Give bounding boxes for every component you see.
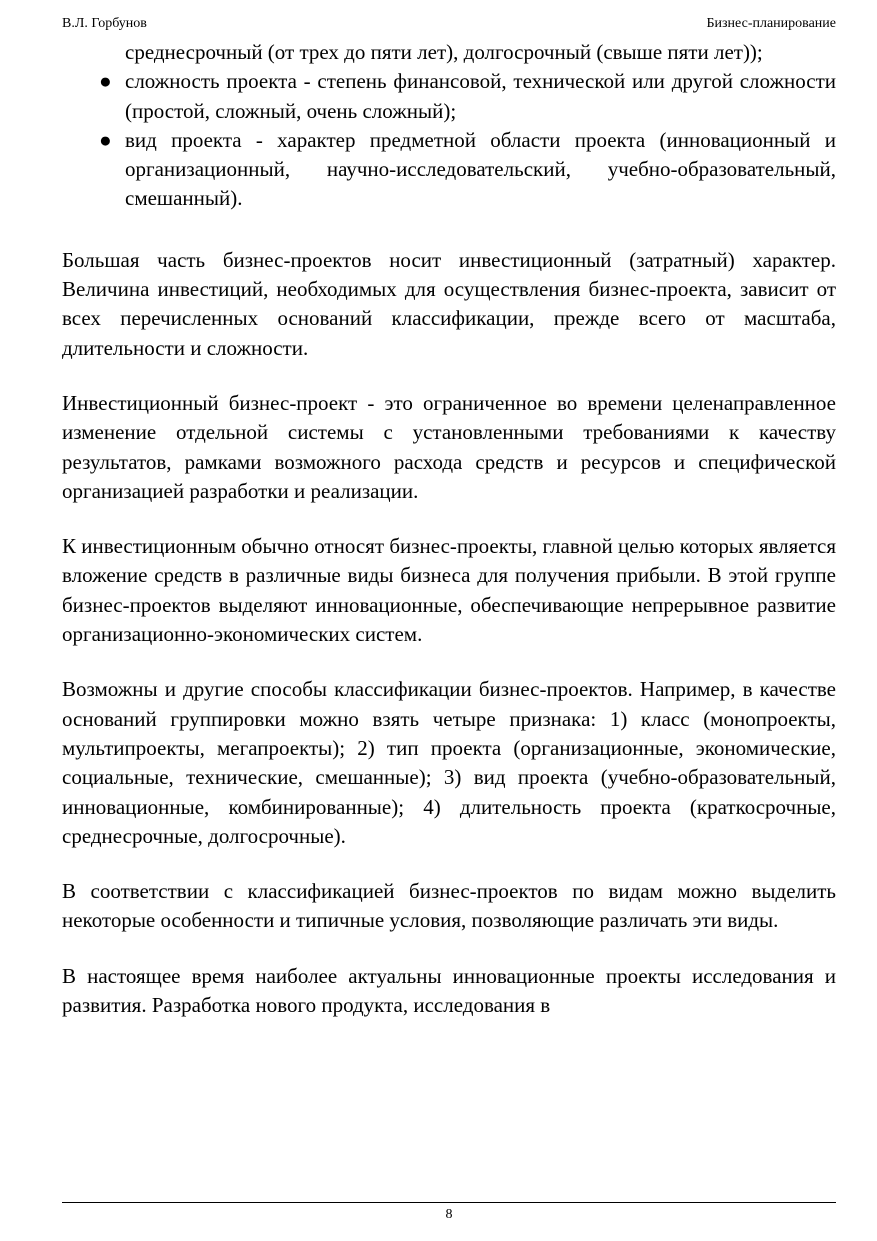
- list-continuation: среднесрочный (от трех до пяти лет), долгосрочный (свыше пяти лет));: [125, 40, 763, 64]
- list-item: [62, 67, 836, 126]
- paragraph: Возможны и другие способы классификации бизнес-проектов. Например, в качестве оснований группировки можно взять четыре признака: 1) класс (монопроекты, мультипроекты, мегапроекты); 2) тип проекта (организационные, экономические, социальные, технические, смешанные); 3) вид проекта (учебно-образовательный, инновационные, комбинированные); 4) длительность проекта (краткосрочные, среднесрочные, долгосрочные).: [62, 677, 836, 848]
- paragraph: Инвестиционный бизнес-проект - это ограниченное во времени целенаправленное изменение отдельной системы с установленными требованиями к качеству результатов, рамками возможного расхода средств и ресурсов и специфической организацией разработки и реализации.: [62, 390, 836, 503]
- paragraph: В соответствии с классификацией бизнес-проектов по видам можно выделить некоторые особенности и типичные условия, позволяющие различать эти виды.: [62, 879, 836, 933]
- list-item-text: вид проекта - характер предметной области проекта (инновационный и организационный, научно-исследовательский, учебно-образовательный, смешанный).: [125, 127, 836, 211]
- page-number: 8: [445, 1207, 453, 1222]
- header-author: В.Л. Горбунов: [62, 16, 147, 31]
- paragraph: К инвестиционным обычно относят бизнес-проекты, главной целью которых является вложение средств в различные виды бизнеса для получения прибыли. В этой группе бизнес-проектов выделяют инновационные, обеспечивающие непрерывное развитие организационно-экономических систем.: [62, 534, 836, 647]
- bullet-icon: ●: [99, 127, 112, 152]
- page-body: [62, 38, 836, 1020]
- footer-divider: [62, 1202, 836, 1203]
- bullet-list: [62, 67, 836, 213]
- page-header: [62, 15, 836, 33]
- paragraph: В настоящее время наиболее актуальны инновационные проекты исследования и развития. Разработка нового продукта, исследования в: [62, 963, 836, 1018]
- bullet-icon: ●: [99, 69, 112, 94]
- paragraph: Большая часть бизнес-проектов носит инвестиционный (затратный) характер. Величина инвестиций, необходимых для осуществления бизнес-проекта, зависит от всех перечисленных оснований классификации, прежде всего от масштаба, длительности и сложности.: [62, 247, 836, 360]
- list-item-text: сложность проекта - степень финансовой, технической или другой сложности (простой, сложный, очень сложный);: [125, 69, 836, 123]
- header-title: Бизнес-планирование: [706, 16, 836, 31]
- list-item: [62, 126, 836, 214]
